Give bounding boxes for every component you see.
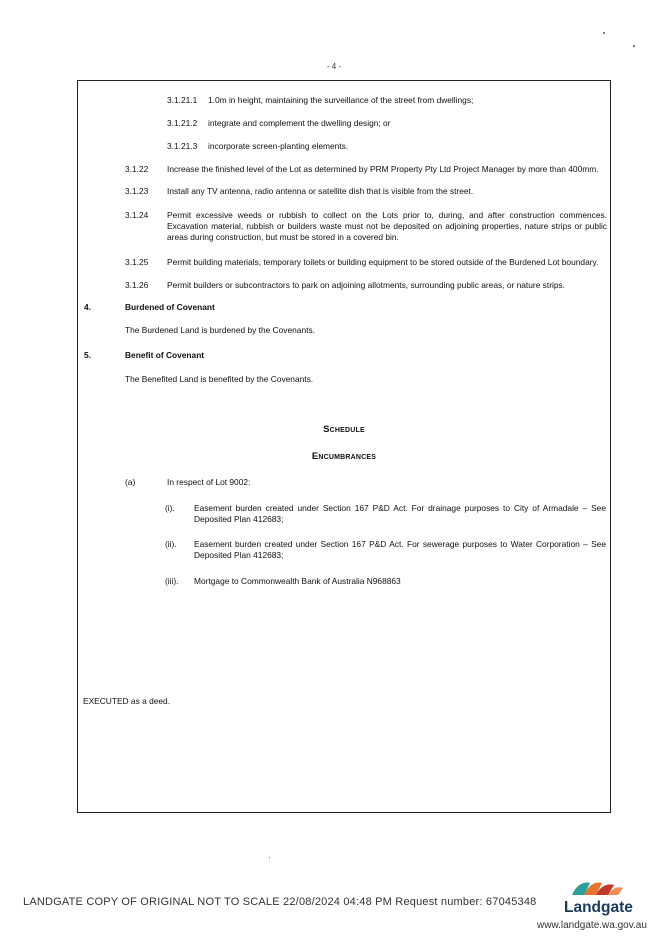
section-body: The Benefited Land is benefited by the Covenants. [125,374,314,384]
item-text: Permit builders or subcontractors to park on adjoining allotments, surrounding public areas, or nature strips. [167,280,566,290]
section-heading: Benefit of Covenant [125,350,205,360]
item-number: 3.1.25 [125,257,149,267]
clause-label: (a) [125,477,136,487]
item-number: 3.1.26 [125,280,149,290]
entry-label: (i). [165,503,175,513]
page-number: - 4 - [326,62,342,71]
scan-speck [603,32,605,34]
item-text: integrate and complement the dwelling design; or [208,118,391,128]
section-body: The Burdened Land is burdened by the Covenants. [125,325,315,335]
entry-text: Easement burden created under Section 167 P&D Act. For sewerage purposes to Water Corporation – See Deposited Plan 412683; [194,539,606,560]
schedule-subtitle: Encumbrances [311,451,377,462]
section-number: 5. [84,350,91,360]
item-number: 3.1.21.3 [167,141,198,151]
entry-label: (ii). [165,539,177,549]
landgate-logo-text: Landgate [564,899,633,916]
schedule-title: Schedule [323,424,365,435]
item-text: incorporate screen-planting elements. [208,141,349,151]
item-number: 3.1.22 [125,164,149,174]
executed-text: EXECUTED as a deed. [83,696,171,706]
item-number: 3.1.21.1 [167,95,198,105]
clause-text: In respect of Lot 9002: [167,477,251,487]
section-number: 4. [84,302,91,312]
scan-speck [633,45,635,47]
item-number: 3.1.21.2 [167,118,198,128]
entry-label: (iii). [165,576,179,586]
section-heading: Burdened of Covenant [125,302,215,312]
scan-speck [269,857,270,858]
item-text: Permit excessive weeds or rubbish to collect on the Lots prior to, during, and after construction commences. Excavation material, rubbish or builders waste must not be deposited on adjoining properties, nature strips or public areas during construction, but must be stored in a covered bin. [167,210,607,242]
entry-text: Easement burden created under Section 167 P&D Act. For drainage purposes to City of Armadale – See Deposited Plan 412683; [194,503,606,524]
landgate-url: www.landgate.wa.gov.au [537,920,647,931]
item-text: 1.0m in height, maintaining the surveillance of the street from dwellings; [208,95,474,105]
item-text: Install any TV antenna, radio antenna or satellite dish that is visible from the street. [167,186,474,196]
item-text: Permit building materials, temporary toilets or building equipment to be stored outside of the Burdened Lot boundary. [167,257,599,267]
landgate-copy-stamp: LANDGATE COPY OF ORIGINAL NOT TO SCALE 22/08/2024 04:48 PM Request number: 67045348 [23,896,537,908]
item-text: Increase the finished level of the Lot as determined by PRM Property Pty Ltd Project Manager by more than 400mm. [167,164,599,174]
item-number: 3.1.24 [125,210,149,220]
item-number: 3.1.23 [125,186,149,196]
entry-text: Mortgage to Commonwealth Bank of Australia N968863 [194,576,401,586]
